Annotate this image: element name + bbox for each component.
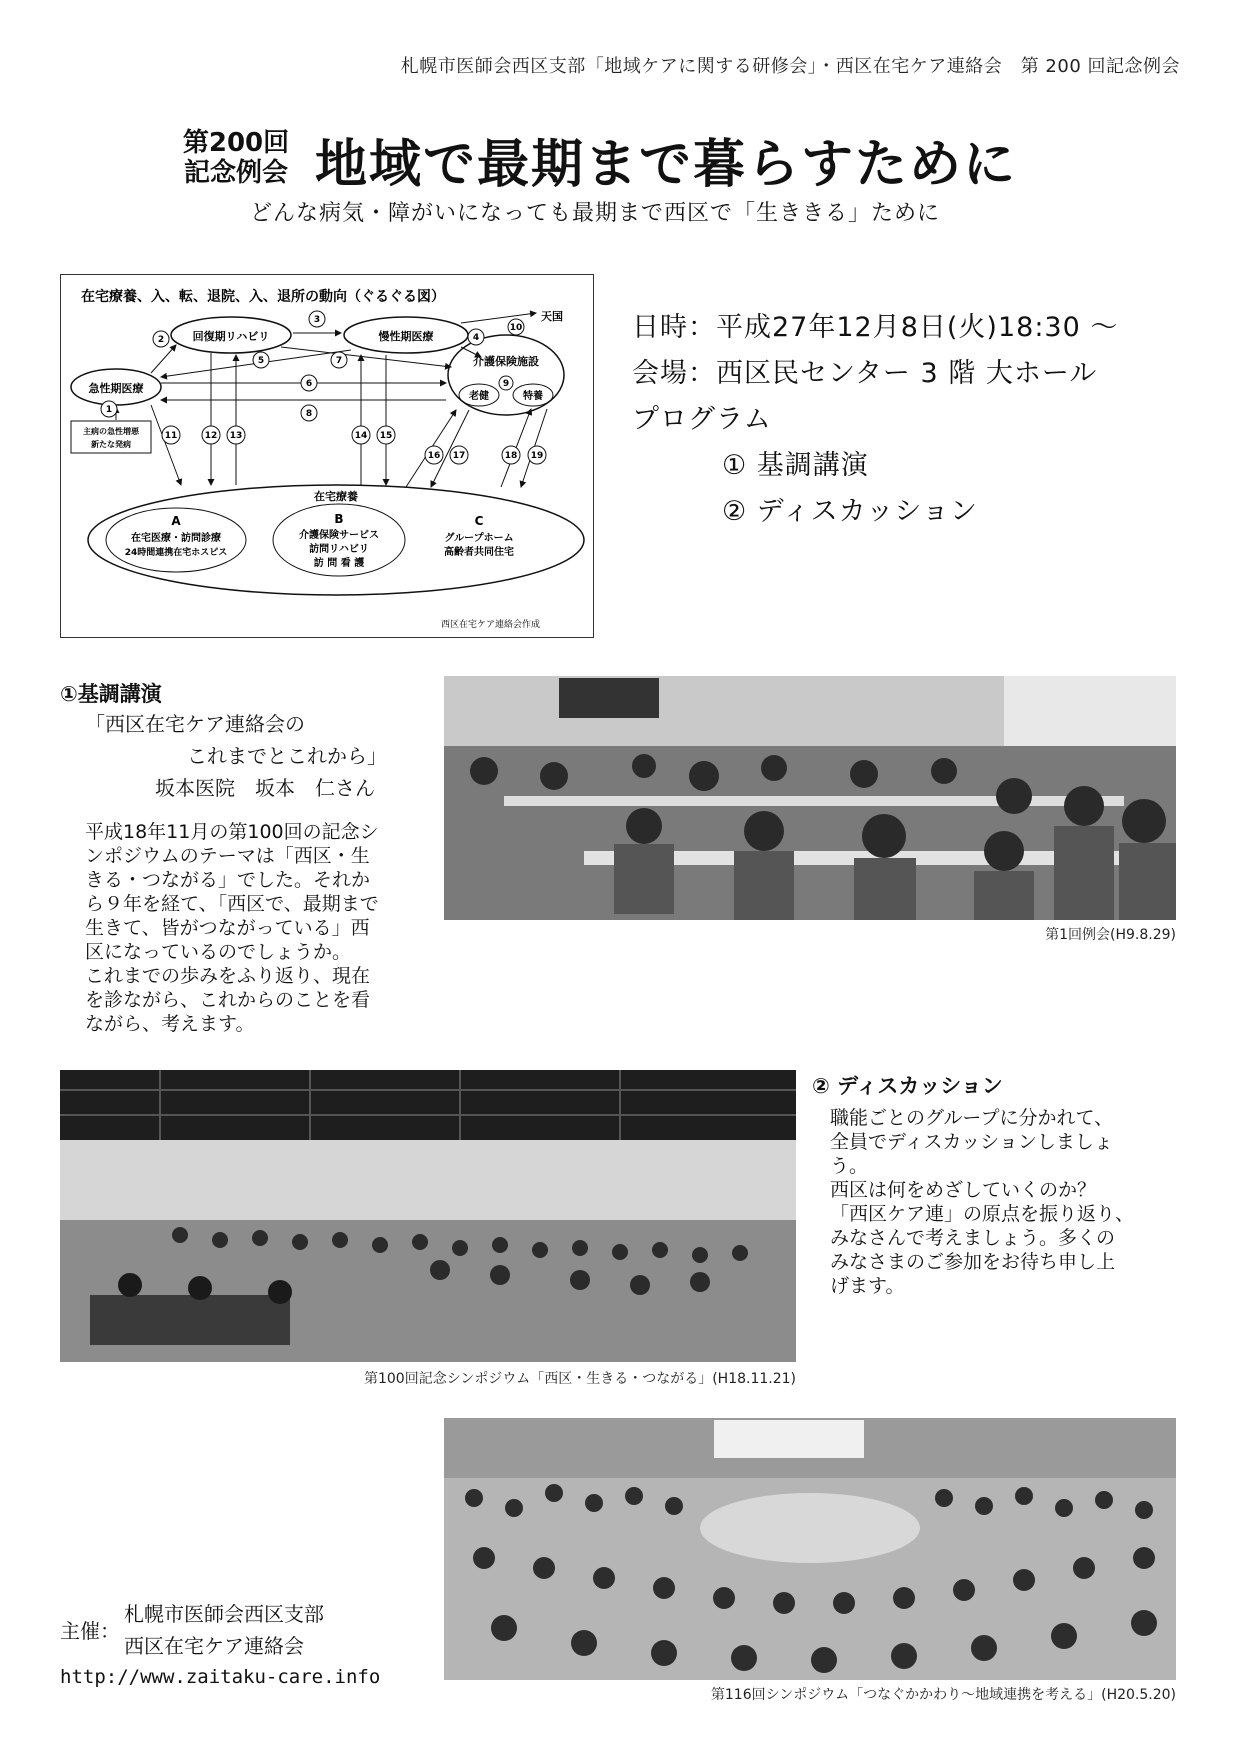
s1-line: きる・つながる」でした。それか xyxy=(85,869,371,891)
node-a-letter: A xyxy=(171,514,181,528)
num-17: 17 xyxy=(452,451,466,461)
node-b-line2: 訪問リハビリ xyxy=(309,544,369,555)
num-16: 16 xyxy=(427,451,441,461)
s2-line: みなさんで考えましょう。多くの xyxy=(830,1227,1116,1249)
program-item-1: ① 基調講演 xyxy=(722,450,869,481)
organizer-2: 西区在宅ケア連絡会 xyxy=(124,1634,304,1658)
badge-line-2: 記念例会 xyxy=(183,158,288,188)
s1-line: ンポジウムのテーマは「西区・生 xyxy=(85,845,370,867)
node-onset-label-2: 新たな発病 xyxy=(91,440,131,449)
s2-line: 全員でディスカッションしましょ xyxy=(830,1131,1113,1153)
photo-116th-symposium xyxy=(444,1418,1176,1680)
photo1-caption: 第1回例会(H9.8.29) xyxy=(1045,927,1176,943)
diagram-credit: 西区在宅ケア連絡会作成 xyxy=(441,620,541,630)
node-c-line2: 高齢者共同住宅 xyxy=(444,547,514,558)
event-datetime: 日時：平成27年12月8日(火)18:30 ～ xyxy=(632,312,1119,343)
num-18: 18 xyxy=(504,451,518,461)
s2-line: みなさまのご参加をお待ち申し上 xyxy=(830,1251,1116,1273)
num-12: 12 xyxy=(204,431,218,441)
num-11: 11 xyxy=(164,431,178,441)
website-link[interactable]: http://www.zaitaku-care.info xyxy=(60,1666,381,1688)
section2-body xyxy=(830,1106,1180,1298)
num-1: 1 xyxy=(105,405,113,415)
node-acute-label: 急性期医療 xyxy=(88,382,144,395)
s1-line: ら９年を経て、「西区で、最期まで xyxy=(85,893,379,915)
node-a-line1: 在宅医療・訪問診療 xyxy=(131,533,221,544)
s2-line: 西区は何をめざしていくのか？ xyxy=(830,1179,1097,1201)
num-9: 9 xyxy=(502,379,510,389)
flow-diagram xyxy=(60,274,594,638)
num-19: 19 xyxy=(530,451,544,461)
num-15: 15 xyxy=(379,431,393,441)
num-5: 5 xyxy=(257,356,265,366)
organizer-1: 札幌市医師会西区支部 xyxy=(124,1602,324,1626)
s1-line: これまでの歩みをふり返り、現在 xyxy=(85,965,371,987)
s1-line: を診ながら、これからのことを看 xyxy=(85,989,371,1011)
s2-line: う。 xyxy=(830,1155,869,1177)
node-roken-label: 老健 xyxy=(469,391,489,402)
header-line: 札幌市医師会西区支部「地域ケアに関する研修会」・西区在宅ケア連絡会 第 200 回記念例会 xyxy=(400,56,1180,77)
photo-100th-symposium xyxy=(60,1070,796,1362)
num-10: 10 xyxy=(509,323,523,333)
s1-line: 生きて、皆がつながっている」西 xyxy=(85,917,370,939)
badge-line-1: 第200回 xyxy=(182,128,290,158)
num-13: 13 xyxy=(229,431,243,441)
num-3: 3 xyxy=(313,315,321,325)
num-14: 14 xyxy=(354,431,368,441)
num-4: 4 xyxy=(472,333,480,343)
page-subtitle: どんな病気・障がいになっても最期まで西区で「生ききる」ために xyxy=(250,201,941,226)
talk-title-line1: 「西区在宅ケア連絡会の xyxy=(85,712,305,736)
node-chronic-label: 慢性期医療 xyxy=(378,330,434,343)
photo-first-meeting xyxy=(444,676,1176,920)
num-8: 8 xyxy=(305,409,313,419)
section1-heading: ①基調講演 xyxy=(60,682,162,706)
photo2-caption: 第100回記念シンポジウム「西区・生きる・つながる」(H18.11.21) xyxy=(363,1371,796,1387)
s1-line: ながら、考えます。 xyxy=(85,1013,255,1035)
event-venue: 会場：西区民センター 3 階 大ホール xyxy=(632,358,1098,389)
node-rehab-label: 回復期リハビリ xyxy=(192,330,270,343)
node-b-letter: B xyxy=(334,512,344,526)
diagram-title: 在宅療養、入、転、退院、入、退所の動向（ぐるぐる図） xyxy=(81,289,445,305)
s1-line: 区になっているのでしょうか。 xyxy=(85,941,352,963)
organizer-label: 主催： xyxy=(60,1619,120,1643)
section2-heading: ② ディスカッション xyxy=(812,1074,1003,1098)
title-badge xyxy=(170,128,302,188)
node-a-line2: 24時間連携在宅ホスピス xyxy=(124,548,228,558)
node-home-care-label: 在宅療養 xyxy=(314,490,358,503)
s2-line: 「西区ケア連」の原点を振り返り、 xyxy=(830,1203,1135,1225)
page-title: 地域で最期まで暮らすために xyxy=(315,135,1018,195)
node-tokuyo-label: 特養 xyxy=(523,391,543,402)
num-7: 7 xyxy=(335,356,343,366)
program-item-2: ② ディスカッション xyxy=(722,496,978,527)
node-b-line1: 介護保険サービス xyxy=(299,530,379,541)
section1-body xyxy=(85,820,435,1036)
node-b-line3: 訪 問 看 護 xyxy=(313,558,365,569)
s1-line: 平成18年11月の第100回の記念シ xyxy=(85,821,379,843)
talk-title-line2: これまでとこれから」 xyxy=(187,744,387,768)
photo3-caption: 第116回シンポジウム「つなぐかかわり～地域連携を考える」(H20.5.20) xyxy=(710,1687,1176,1703)
s2-line: げます。 xyxy=(830,1275,905,1297)
num-6: 6 xyxy=(305,379,313,389)
node-c-line1: グループホーム xyxy=(444,533,514,544)
node-heaven: 天国 xyxy=(541,310,563,323)
s2-line: 職能ごとのグループに分かれて、 xyxy=(830,1107,1114,1129)
num-2: 2 xyxy=(157,335,165,345)
program-label: プログラム xyxy=(632,404,772,435)
node-c-letter: C xyxy=(474,514,484,528)
speaker: 坂本医院 坂本 仁さん xyxy=(155,776,375,800)
node-onset-label: 主病の急性増悪 xyxy=(83,427,139,436)
node-care-facility-label: 介護保険施設 xyxy=(473,355,539,368)
